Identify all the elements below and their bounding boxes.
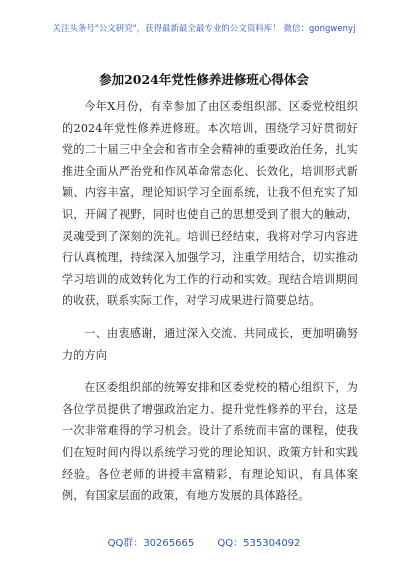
- footer-qq: QQ：535304092: [217, 538, 301, 549]
- footer-contact: [0, 534, 408, 549]
- paragraph-intro: 今年X月份，有幸参加了由区委组织部、区委党校组织的2024年党性修养进修班。本次培训，围绕学习好贯彻好党的二十届三中全会和省市全会精神的重要政治任务，扎实推进全面从严治党和作风革命常态化、长效化，培训形式新颖、内容丰富，理论知识学习全面系统，让我不但充实了知识，开阔了视野，同时也使自己的思想受到了很大的触动，灵魂受到了深刻的洗礼。培训已经结束，我将对学习内容进行认真梳理，持续深入加强学习，注重学用结合，切实推动学习培训的成效转化为工作的行动和实效。现结合培训期间的收获，联系实际工作，对学习成果进行简要总结。: [62, 100, 358, 308]
- header-promo-note: 关注头条号"公文研究"，获得最新最全最专业的公文资料库！ 微信：gongwenyj: [52, 23, 356, 33]
- footer-qq-group: QQ群：30265665: [107, 538, 195, 549]
- document-body: [62, 96, 358, 507]
- section-heading-1: 一、由衷感谢，通过深入交流、共同成长，更加明确努力的方向: [62, 326, 358, 362]
- paragraph-section-1: 在区委组织部的统筹安排和区委党校的精心组织下，为各位学员提供了增强政治定力、提升党性修养的平台，这是一次非常难得的学习机会。设计了系统而丰富的课程，使我们在短时间内得以系统学习党的理论知识、政策方针和实践经验。各位老师的讲授丰富精彩，有理论知识，有具体案例，有国家层面的政策，有地方发展的具体路径。: [62, 381, 358, 503]
- document-title: 参加2024年党性修养进修班心得体会: [99, 72, 309, 87]
